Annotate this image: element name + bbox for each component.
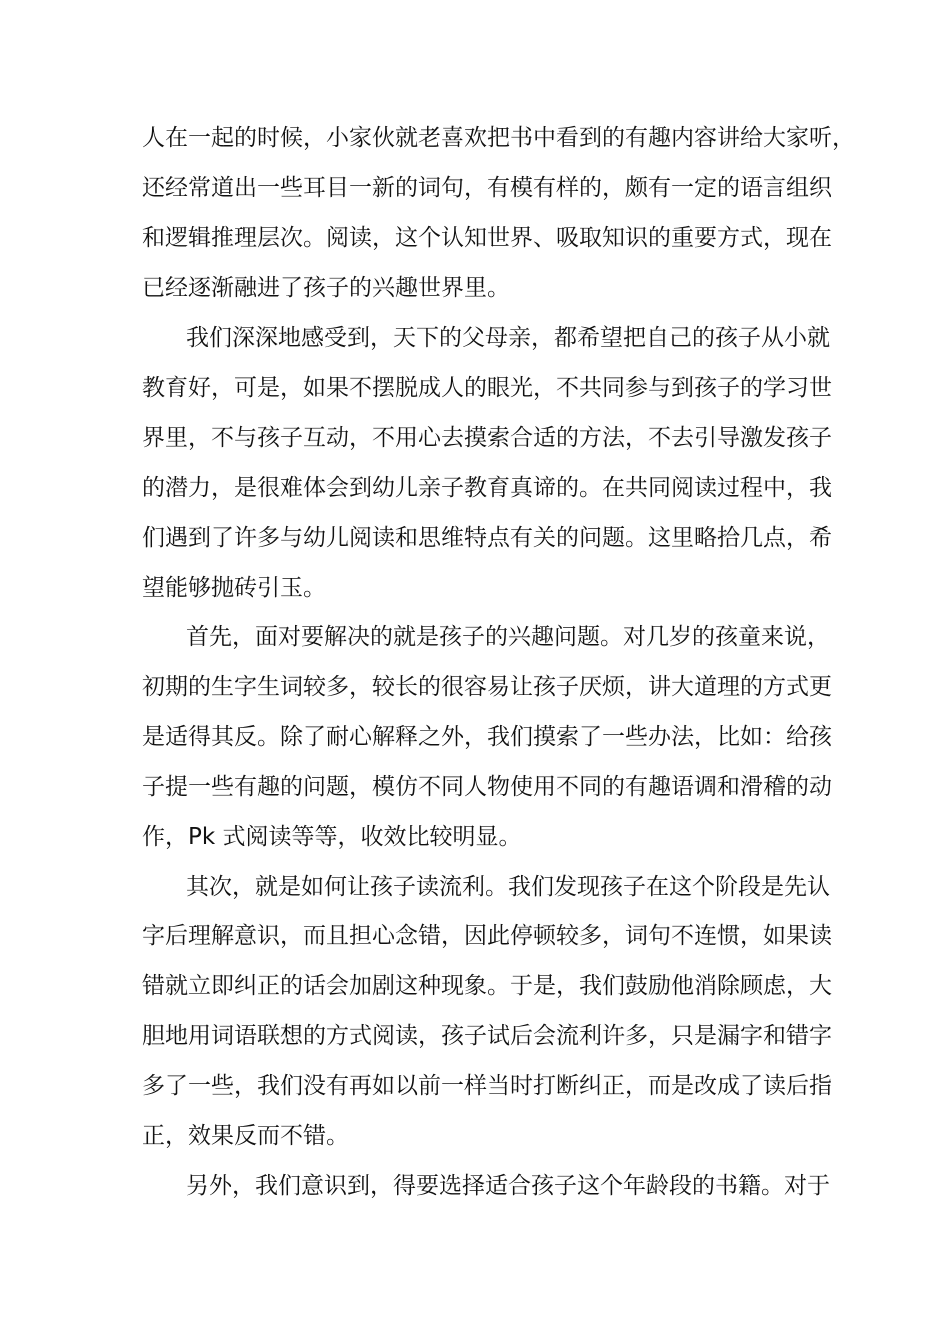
text-line: 我们深深地感受到，天下的父母亲，都希望把自己的孩子从小就 (186, 325, 830, 351)
text-line: 多了一些，我们没有再如以前一样当时打断纠正，而是改成了读后指 (142, 1073, 832, 1099)
text-line: 作，Pk 式阅读等等，收效比较明显。 (142, 824, 522, 850)
text-line: 首先，面对要解决的就是孩子的兴趣问题。对几岁的孩童来说， (186, 624, 830, 650)
text-line: 初期的生字生词较多，较长的很容易让孩子厌烦，讲大道理的方式更 (142, 674, 832, 700)
text-line: 字后理解意识，而且担心念错，因此停顿较多，词句不连惯，如果读 (142, 923, 832, 949)
text-line: 还经常道出一些耳目一新的词句，有模有样的，颇有一定的语言组织 (142, 175, 832, 201)
text-line: 界里，不与孩子互动，不用心去摸索合适的方法，不去引导激发孩子 (142, 425, 832, 451)
text-line: 们遇到了许多与幼儿阅读和思维特点有关的问题。这里略拾几点，希 (142, 525, 832, 551)
text-line: 其次，就是如何让孩子读流利。我们发现孩子在这个阶段是先认 (186, 874, 830, 900)
text-line: 错就立即纠正的话会加剧这种现象。于是，我们鼓励他消除顾虑，大 (142, 973, 832, 999)
text-line: 和逻辑推理层次。阅读，这个认知世界、吸取知识的重要方式，现在 (142, 225, 832, 251)
text-line: 人在一起的时候，小家伙就老喜欢把书中看到的有趣内容讲给大家听， (142, 125, 855, 151)
text-line: 望能够抛砖引玉。 (142, 575, 326, 601)
text-line: 是适得其反。除了耐心解释之外，我们摸索了一些办法，比如：给孩 (142, 724, 832, 750)
text-line: 的潜力，是很难体会到幼儿亲子教育真谛的。在共同阅读过程中，我 (142, 475, 832, 501)
text-line: 胆地用词语联想的方式阅读，孩子试后会流利许多，只是漏字和错字 (142, 1023, 832, 1049)
text-line: 正，效果反而不错。 (142, 1123, 349, 1149)
text-line: 子提一些有趣的问题，模仿不同人物使用不同的有趣语调和滑稽的动 (142, 774, 832, 800)
text-line: 教育好，可是，如果不摆脱成人的眼光，不共同参与到孩子的学习世 (142, 375, 832, 401)
text-line: 另外，我们意识到，得要选择适合孩子这个年龄段的书籍。对于 (186, 1173, 830, 1199)
text-line: 已经逐渐融进了孩子的兴趣世界里。 (142, 275, 510, 301)
